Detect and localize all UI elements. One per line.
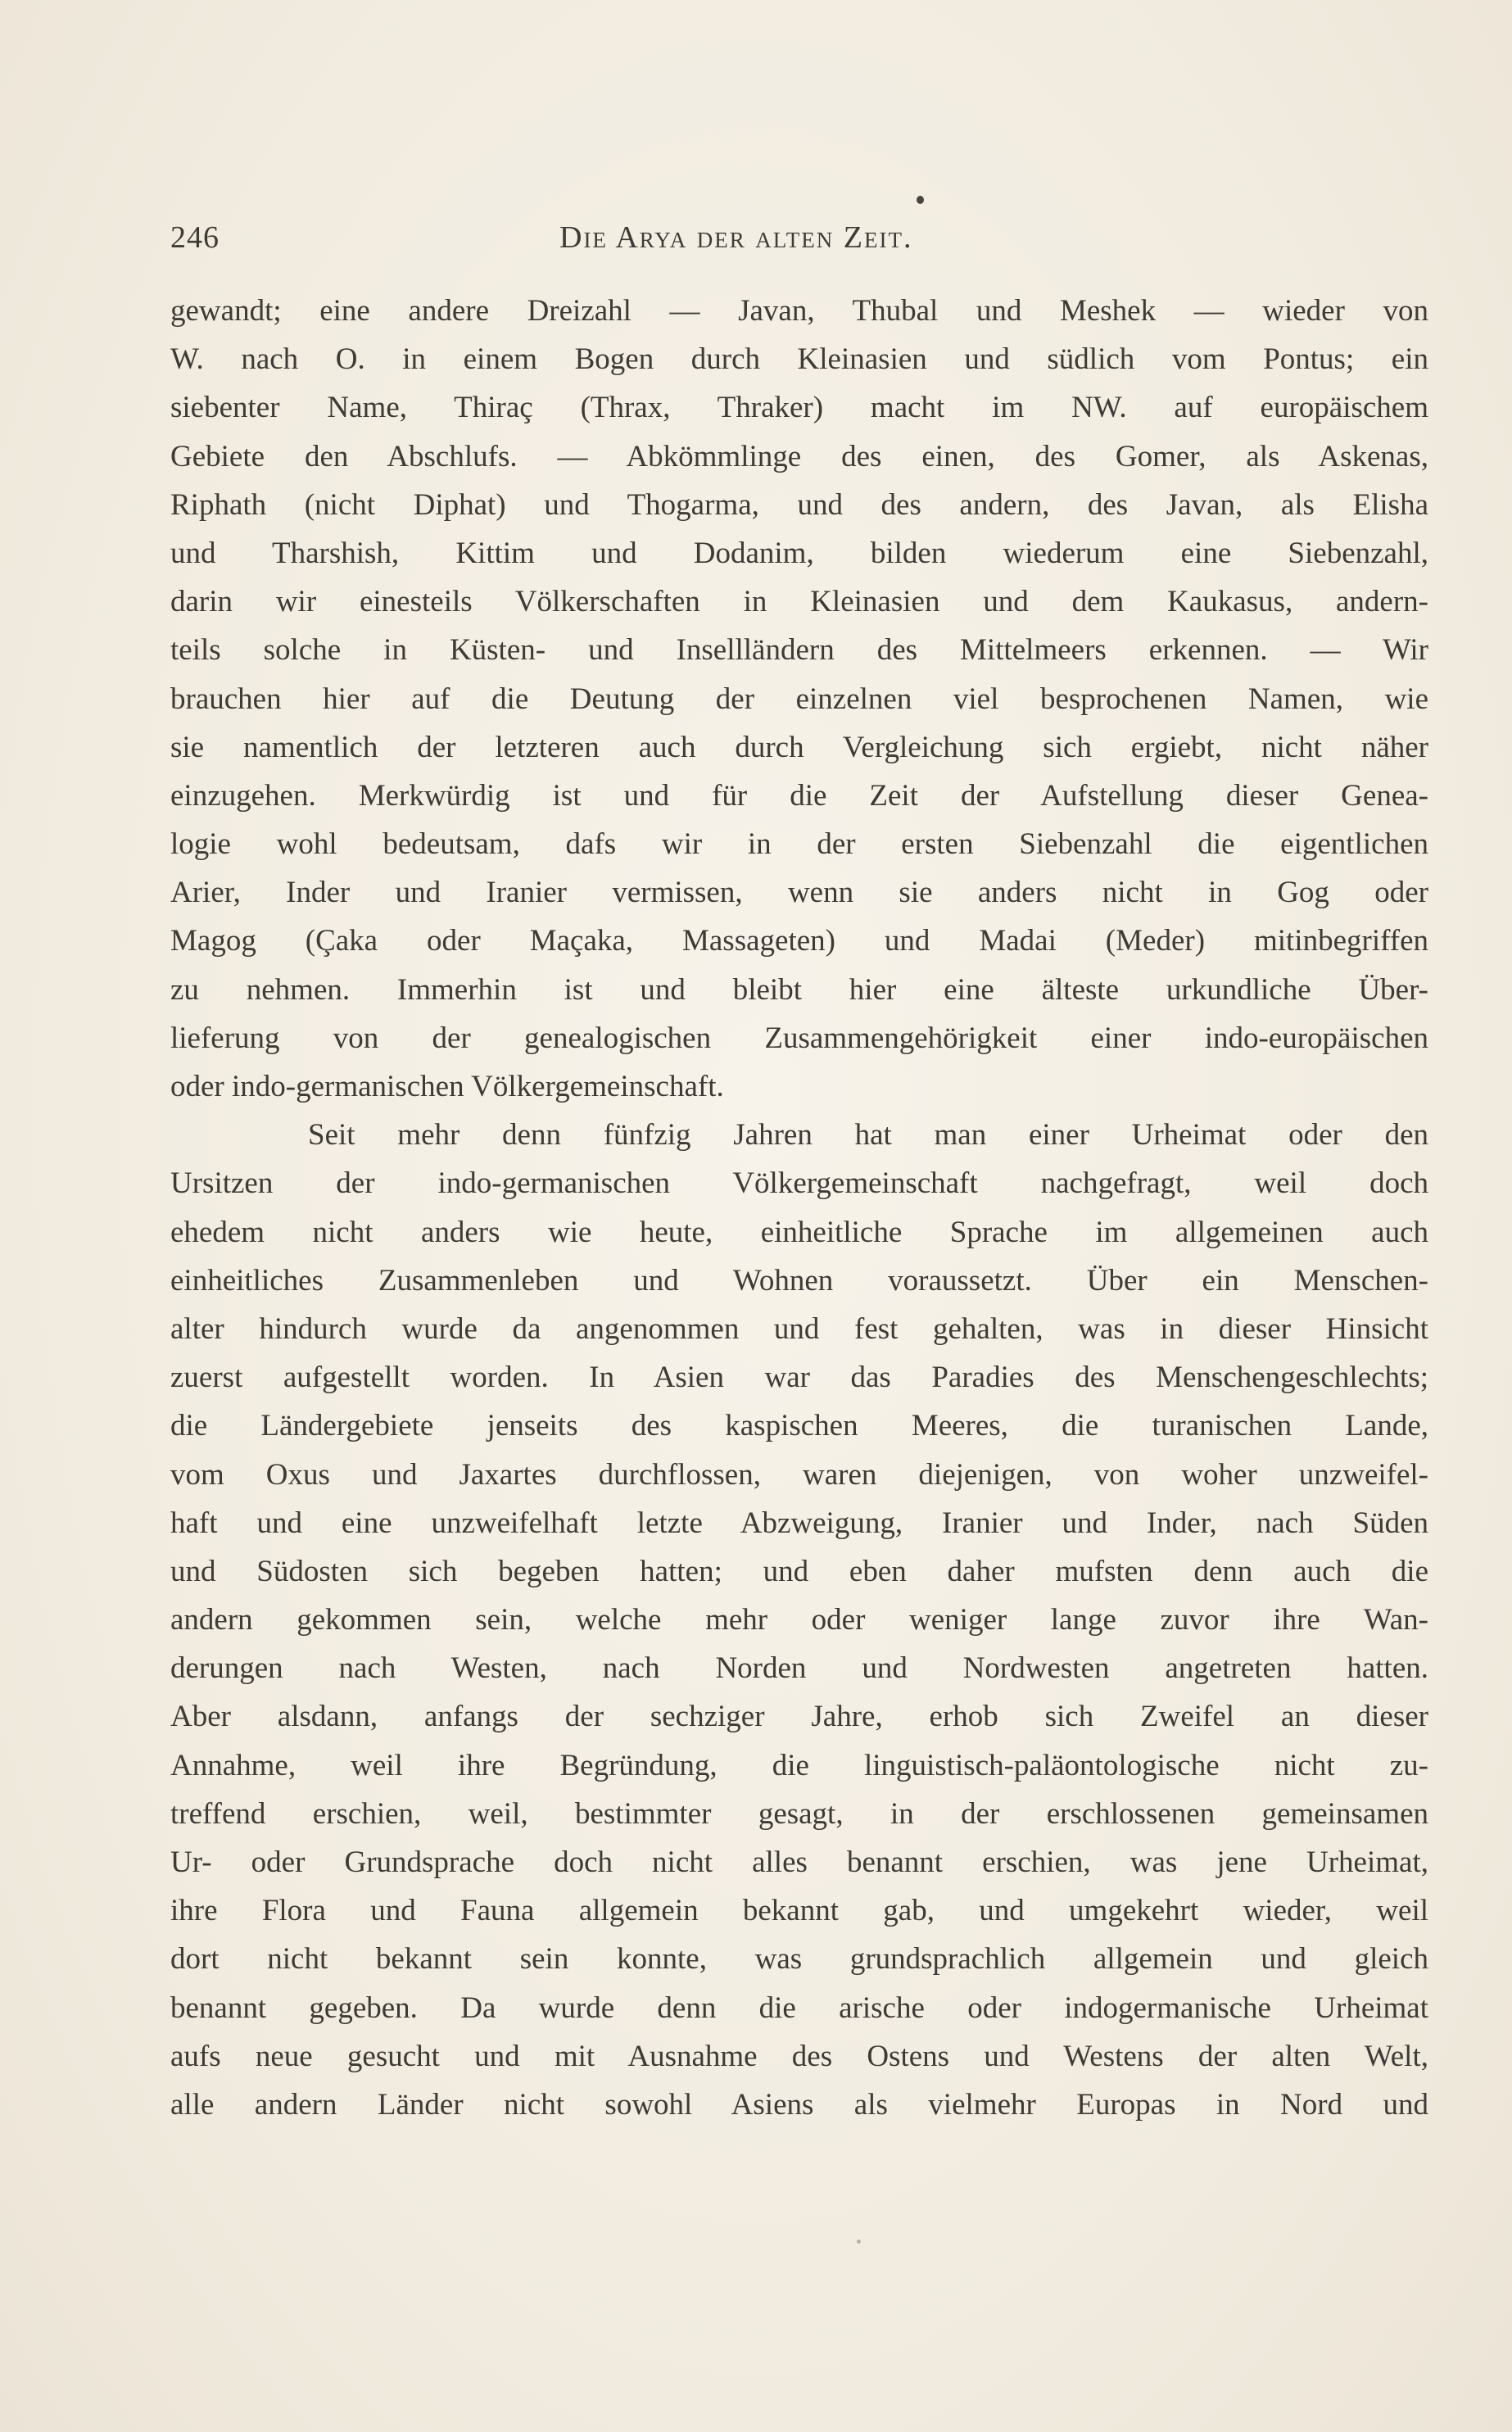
paragraph-end-line: oder indo-germanischen Völkergemeinschaft. <box>170 1070 724 1103</box>
text-line: brauchen hier auf die Deutung der einzelnen viel besprochenen Namen, wie <box>170 682 1428 716</box>
text-line: lieferung von der genealogischen Zusammengehörigkeit einer indo-europäischen <box>170 1021 1428 1055</box>
text-line: zuerst aufgestellt worden. In Asien war das Paradies des Menschengeschlechts; <box>170 1361 1428 1395</box>
text-line: teils solche in Küsten- und Insellländern des Mittelmeers erkennen. — Wir <box>170 633 1428 668</box>
text-line: Aber alsdann, anfangs der sechziger Jahre, erhob sich Zweifel an dieser <box>170 1700 1428 1734</box>
body-text <box>170 287 1428 2129</box>
text-line: darin wir einesteils Völkerschaften in Kleinasien und dem Kaukasus, andern- <box>170 585 1428 619</box>
page-header <box>170 220 1039 269</box>
text-line: benannt gegeben. Da wurde denn die arische oder indogermanische Urheimat <box>170 1990 1428 2025</box>
text-line: W. nach O. in einem Bogen durch Kleinasien und südlich vom Pontus; ein <box>170 342 1428 377</box>
running-title: Die Arya der alten Zeit. <box>559 220 913 255</box>
text-line: Riphath (nicht Diphat) und Thogarma, und des andern, des Javan, als Elisha <box>170 487 1428 522</box>
text-line: andern gekommen sein, welche mehr oder weniger lange zuvor ihre Wan- <box>170 1603 1428 1637</box>
text-line: ehedem nicht anders wie heute, einheitliche Sprache im allgemeinen auch <box>170 1215 1428 1249</box>
text-line: aufs neue gesucht und mit Ausnahme des Ostens und Westens der alten Welt, <box>170 2039 1428 2073</box>
text-line: und Tharshish, Kittim und Dodanim, bilden wiederum eine Siebenzahl, <box>170 536 1428 570</box>
text-line: alle andern Länder nicht sowohl Asiens als vielmehr Europas in Nord und <box>170 2087 1428 2122</box>
text-line: Annahme, weil ihre Begründung, die linguistisch-paläontologische nicht zu- <box>170 1748 1428 1782</box>
text-line: einheitliches Zusammenleben und Wohnen voraussetzt. Über ein Menschen- <box>170 1263 1428 1298</box>
page-number: 246 <box>170 220 220 255</box>
text-line: einzugehen. Merkwürdig ist und für die Zeit der Aufstellung dieser Genea- <box>170 778 1428 813</box>
text-line: und Südosten sich begeben hatten; und eben daher mufsten denn auch die <box>170 1554 1428 1588</box>
text-line: vom Oxus und Jaxartes durchflossen, waren diejenigen, von woher unzweifel- <box>170 1457 1428 1492</box>
text-line: alter hindurch wurde da angenommen und fest gehalten, was in dieser Hinsicht <box>170 1311 1428 1346</box>
ink-dot <box>917 196 924 204</box>
paragraph-start-line: Seit mehr denn fünfzig Jahren hat man einer Urheimat oder den <box>308 1118 1428 1153</box>
paper-speck <box>857 2240 861 2244</box>
text-line: sie namentlich der letzteren auch durch Vergleichung sich ergiebt, nicht näher <box>170 730 1428 764</box>
text-line: siebenter Name, Thiraç (Thrax, Thraker) macht im NW. auf europäischem <box>170 391 1428 425</box>
text-line: gewandt; eine andere Dreizahl — Javan, Thubal und Meshek — wieder von <box>170 294 1428 328</box>
text-line: Ur- oder Grundsprache doch nicht alles benannt erschien, was jene Urheimat, <box>170 1846 1428 1879</box>
text-line: logie wohl bedeutsam, dafs wir in der ersten Siebenzahl die eigentlichen <box>170 827 1428 862</box>
text-line: ihre Flora und Fauna allgemein bekannt gab, und umgekehrt wieder, weil <box>170 1894 1428 1928</box>
text-line: dort nicht bekannt sein konnte, was grundsprachlich allgemein und gleich <box>170 1942 1428 1977</box>
text-line: die Ländergebiete jenseits des kaspischen Meeres, die turanischen Lande, <box>170 1409 1428 1443</box>
text-line: derungen nach Westen, nach Norden und Nordwesten angetreten hatten. <box>170 1651 1428 1686</box>
text-line: haft und eine unzweifelhaft letzte Abzweigung, Iranier und Inder, nach Süden <box>170 1506 1428 1540</box>
text-line: treffend erschien, weil, bestimmter gesagt, in der erschlossenen gemeinsamen <box>170 1796 1428 1831</box>
text-line: Arier, Inder und Iranier vermissen, wenn sie anders nicht in Gog oder <box>170 876 1428 910</box>
text-line: zu nehmen. Immerhin ist und bleibt hier eine älteste urkundliche Über- <box>170 972 1428 1007</box>
text-line: Gebiete den Abschlufs. — Abkömmlinge des einen, des Gomer, als Askenas, <box>170 439 1428 473</box>
text-line: Magog (Çaka oder Maçaka, Massageten) und Madai (Meder) mitinbegriffen <box>170 924 1428 958</box>
text-line: Ursitzen der indo-germanischen Völkergemeinschaft nachgefragt, weil doch <box>170 1166 1428 1201</box>
